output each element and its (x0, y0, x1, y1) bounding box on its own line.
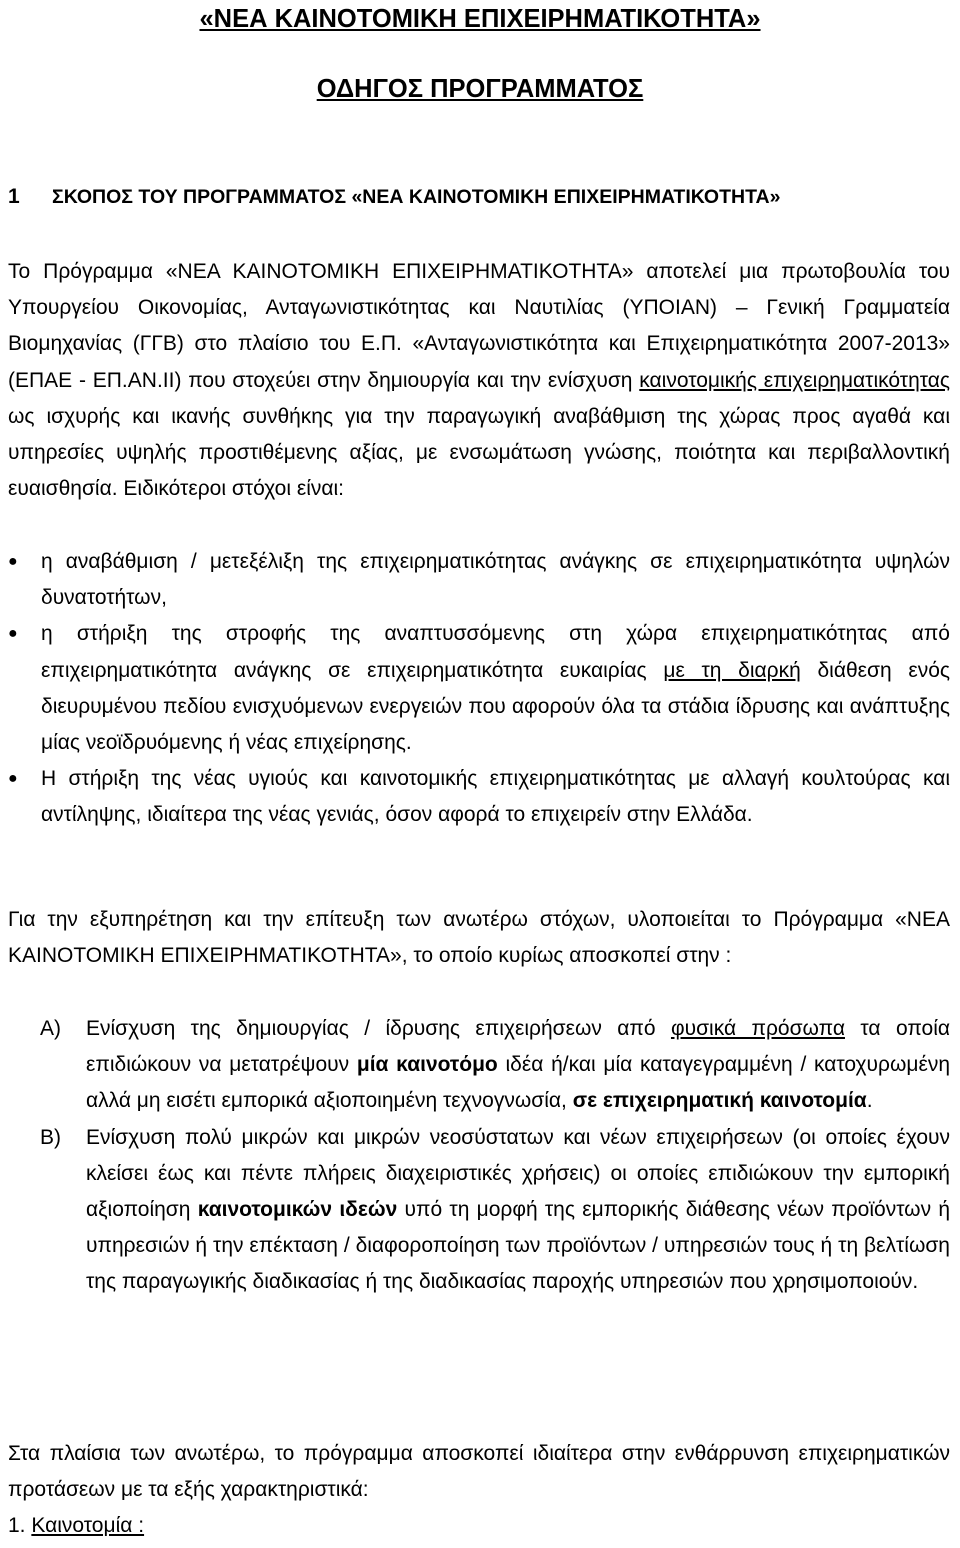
section-number: 1 (8, 185, 20, 208)
intro-underlined: καινοτομικής επιχειρηματικότητας (639, 368, 951, 392)
bullet-text: η στήριξη της στροφής της αναπτυσσόμενης στη χώρα επιχειρηματικότητας από επιχειρηματικότητα ανάγκης σε επιχειρηματικότητα ευκαιρίας (41, 622, 950, 682)
purpose-list (8, 1011, 950, 1301)
list-item (8, 544, 950, 616)
item-1-number: 1. (8, 1514, 26, 1538)
purpose-text: Για την εξυπηρέτηση και την επίτευξη των ανωτέρω στόχων, υλοποιείται το Πρόγραμμα «ΝΕΑ ΚΑΙΝΟΤΟΜΙΚΗ ΕΠΙΧΕΙΡΗΜΑΤΙΚΟΤΗΤΑ», το οποίο κυρίως αποσκοπεί στην : (8, 908, 950, 968)
section-title: ΣΚΟΠΟΣ ΤΟΥ ΠΡΟΓΡΑΜΜΑΤΟΣ «ΝΕΑ ΚΑΙΝΟΤΟΜΙΚΗ ΕΠΙΧΕΙΡΗΜΑΤΙΚΟΤΗΤΑ» (52, 186, 781, 208)
list-item-b (8, 1120, 950, 1301)
item-a-text (86, 1011, 950, 1120)
bullet-text: διάθεση ενός διευρυμένου πεδίου ενισχυόμενων ενεργειών που αφορούν όλα τα στάδια ίδρυσης και ανάπτυξης μίας νεοϊδρυόμενης ή νέας επιχείρησης. (41, 658, 951, 755)
bullet-icon: ● (8, 553, 18, 570)
intro-paragraph (8, 254, 950, 507)
item-a-label: Α) (40, 1017, 61, 1040)
item-b-text-1: Ενίσχυση πολύ μικρών και μικρών νεοσύστατων και νέων επιχειρήσεων (οι οποίες έχουν κλείσει έως και πέντε πλήρεις διαχειριστικές χρήσεις) οι οποίες επιδιώκουν την εμπορική αξιοποίηση (86, 1125, 950, 1222)
closing-text: Στα πλαίσια των ανωτέρω, το πρόγραμμα αποσκοπεί ιδιαίτερα στην ενθάρρυνση επιχειρηματικών προτάσεων με τα εξής χαρακτηριστικά: (8, 1442, 950, 1502)
closing-paragraph (8, 1436, 950, 1545)
list-item-a (8, 1011, 950, 1120)
item-b-text (86, 1120, 950, 1301)
bullet-icon: ● (8, 625, 18, 643)
item-a-bold-1: μία καινοτόμο (356, 1053, 498, 1077)
item-b-label: Β) (40, 1125, 61, 1149)
intro-text-1: Το Πρόγραμμα «ΝΕΑ ΚΑΙΝΟΤΟΜΙΚΗ ΕΠΙΧΕΙΡΗΜΑΤΙΚΟΤΗΤΑ» αποτελεί μια πρωτοβουλία του Υπουργείου Οικονομίας, Ανταγωνιστικότητας και Ναυτιλίας (ΥΠΟΙΑΝ) – Γενική Γραμματεία Βιομηχανίας (ΓΓΒ) στο πλαίσιο του Ε.Π. «Ανταγωνιστικότητα και Επιχειρηματικότητα 2007-2013» (ΕΠΑΕ - ΕΠ.ΑΝ.ΙΙ) που στοχεύει στην δημιουργία και την ενίσχυση (8, 260, 950, 392)
bullet-underlined: με τη διαρκή (663, 658, 801, 682)
bullet-text: Η στήριξη της νέας υγιούς και καινοτομικής επιχειρηματικότητας με αλλαγή κουλτούρας και αντίληψης, ιδιαίτερα της νέας γενιάς, όσον αφορά το επιχειρείν στην Ελλάδα. (41, 767, 950, 827)
item-a-bold-2: σε επιχειρηματική καινοτομία (572, 1089, 867, 1113)
item-a-text-2: τα οποία επιδιώκουν να μετατρέψουν (86, 1017, 951, 1077)
item-b-text-2: υπό τη μορφή της εμπορικής διάθεσης νέων προϊόντων ή υπηρεσιών ή την επέκταση / διαφοροποίηση των προϊόντων / υπηρεσιών τους ή τη βελτίωση της παραγωγικής διαδικασίας ή της διαδικασίας παροχής υπηρεσιών που χρησιμοποιούν. (86, 1198, 950, 1294)
bullet-text: η αναβάθμιση / μετεξέλιξη της επιχειρηματικότητας ανάγκης σε επιχειρηματικότητα υψηλών δυνατοτήτων, (41, 550, 950, 610)
purpose-paragraph (8, 902, 950, 974)
item-1-label: Καινοτομία : (31, 1514, 145, 1538)
document-subtitle: ΟΔΗΓΟΣ ΠΡΟΓΡΑΜΜΑΤΟΣ (316, 75, 644, 103)
document-title: «ΝΕΑ ΚΑΙΝΟΤΟΜΙΚΗ ΕΠΙΧΕΙΡΗΜΑΤΙΚΟΤΗΤΑ» (199, 5, 761, 33)
objectives-list (8, 544, 950, 834)
section-heading (8, 181, 950, 213)
item-a-text-3: ιδέα ή/και μία καταγεγραμμένη / κατοχυρωμένη αλλά μη εισέτι εμπορικά αξιοποιημένη τεχνογνωσία, (86, 1053, 951, 1113)
item-b-bold: καινοτομικών ιδεών (197, 1198, 398, 1222)
numbered-item-1 (8, 1508, 950, 1544)
bullet-icon: ● (8, 770, 18, 788)
intro-text-2: ως ισχυρής και ικανής συνθήκης για την παραγωγική αναβάθμιση της χώρας προς αγαθά και υπηρεσίες υψηλής προστιθέμενης αξίας, με ενσωμάτωση γνώσης, ποιότητα και περιβαλλοντική ευαισθησία. Ειδικότεροι στόχοι είναι: (8, 404, 950, 501)
list-item (8, 761, 950, 833)
item-a-text-4: . (866, 1089, 873, 1113)
item-a-underlined: φυσικά πρόσωπα (670, 1017, 845, 1040)
item-a-text-1: Ενίσχυση της δημιουργίας / ίδρυσης επιχειρήσεων από (86, 1017, 671, 1040)
list-item (8, 616, 950, 761)
